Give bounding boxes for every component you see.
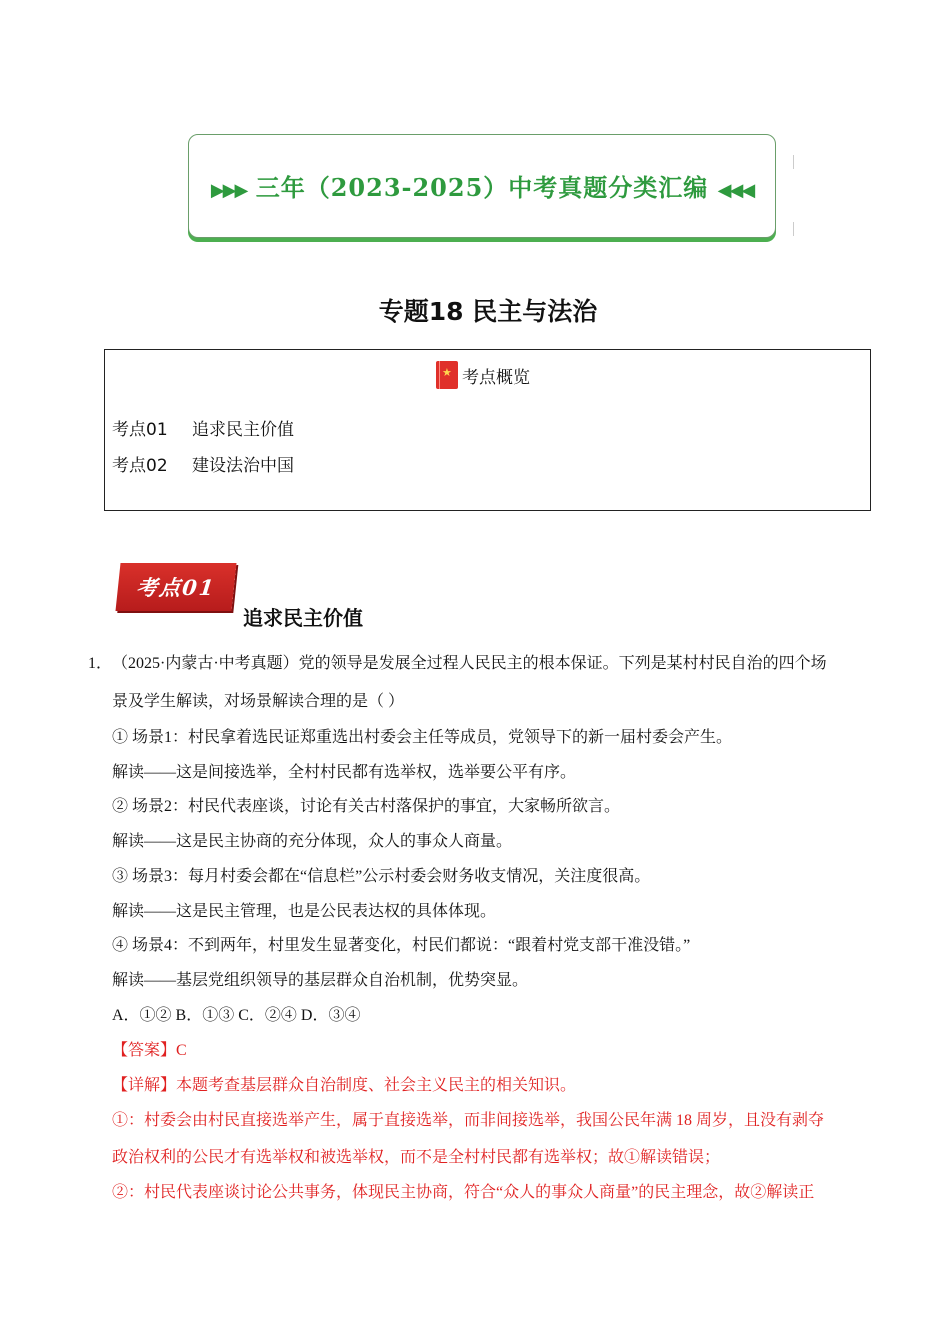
interpretation-line: 解读——这是民主管理，也是公民表达权的具体体现。 bbox=[112, 903, 497, 920]
banner-text-row bbox=[196, 168, 768, 203]
scenario-line: ③ 场景3：每月村委会都在“信息栏”公示村委会财务收支情况，关注度很高。 bbox=[112, 868, 651, 885]
overview-heading bbox=[436, 360, 530, 390]
scenario-line: ④ 场景4：不到两年，村里发生显著变化，村民们都说：“跟着村党支部干准没错。” bbox=[112, 937, 691, 954]
scenario-line: ① 场景1：村民拿着选民证郑重选出村委会主任等成员，党领导下的新一届村委会产生。 bbox=[112, 729, 733, 746]
overview-item-label: 追求民主价值 bbox=[192, 420, 294, 440]
options-line: A．①② B．①③ C．②④ D．③④ bbox=[112, 1007, 361, 1024]
section-badge: 考点01 bbox=[115, 563, 236, 611]
question-line: 景及学生解读，对场景解读合理的是（ ） bbox=[112, 693, 405, 710]
banner-title: 三年（2023-2025）中考真题分类汇编 bbox=[255, 173, 709, 202]
overview-heading-text: 考点概览 bbox=[462, 367, 530, 388]
divider bbox=[793, 222, 794, 236]
divider bbox=[793, 155, 794, 169]
overview-item-code: 考点02 bbox=[112, 456, 168, 476]
analysis-line: 【详解】本题考查基层群众自治制度、社会主义民主的相关知识。 bbox=[112, 1077, 577, 1094]
page-title: 专题18 民主与法治 bbox=[378, 297, 598, 326]
overview-item-label: 建设法治中国 bbox=[192, 456, 294, 476]
interpretation-line: 解读——这是民主协商的充分体现，众人的事众人商量。 bbox=[112, 833, 513, 850]
scenario-line: ② 场景2：村民代表座谈，讨论有关古村落保护的事宜，大家畅所欲言。 bbox=[112, 798, 621, 815]
question-line: （2025·内蒙古·中考真题）党的领导是发展全过程人民民主的根本保证。下列是某村村民自治的四个场 bbox=[112, 655, 827, 672]
left-arrows-icon: ◀◀◀ bbox=[717, 180, 754, 201]
analysis-line: ②：村民代表座谈讨论公共事务，体现民主协商，符合“众人的事众人商量”的民主理念，故②解读正 bbox=[112, 1184, 815, 1201]
section-title: 追求民主价值 bbox=[243, 606, 363, 630]
analysis-line: ①：村委会由村民直接选举产生，属于直接选举，而非间接选举，我国公民年满 18 周岁，且没有剥夺 bbox=[112, 1112, 825, 1129]
interpretation-line: 解读——这是间接选举，全村村民都有选举权，选举要公平有序。 bbox=[112, 764, 577, 781]
overview-item-code: 考点01 bbox=[112, 420, 168, 440]
right-arrows-icon: ▶▶▶ bbox=[210, 180, 247, 201]
book-icon bbox=[436, 361, 458, 389]
question-number: 1． bbox=[88, 655, 113, 672]
overview-item bbox=[112, 415, 294, 440]
answer-line: 【答案】C bbox=[112, 1042, 187, 1059]
interpretation-line: 解读——基层党组织领导的基层群众自治机制，优势突显。 bbox=[112, 972, 529, 989]
overview-item bbox=[112, 451, 294, 476]
analysis-line: 政治权利的公民才有选举权和被选举权，而不是全村村民都有选举权；故①解读错误； bbox=[112, 1149, 721, 1166]
